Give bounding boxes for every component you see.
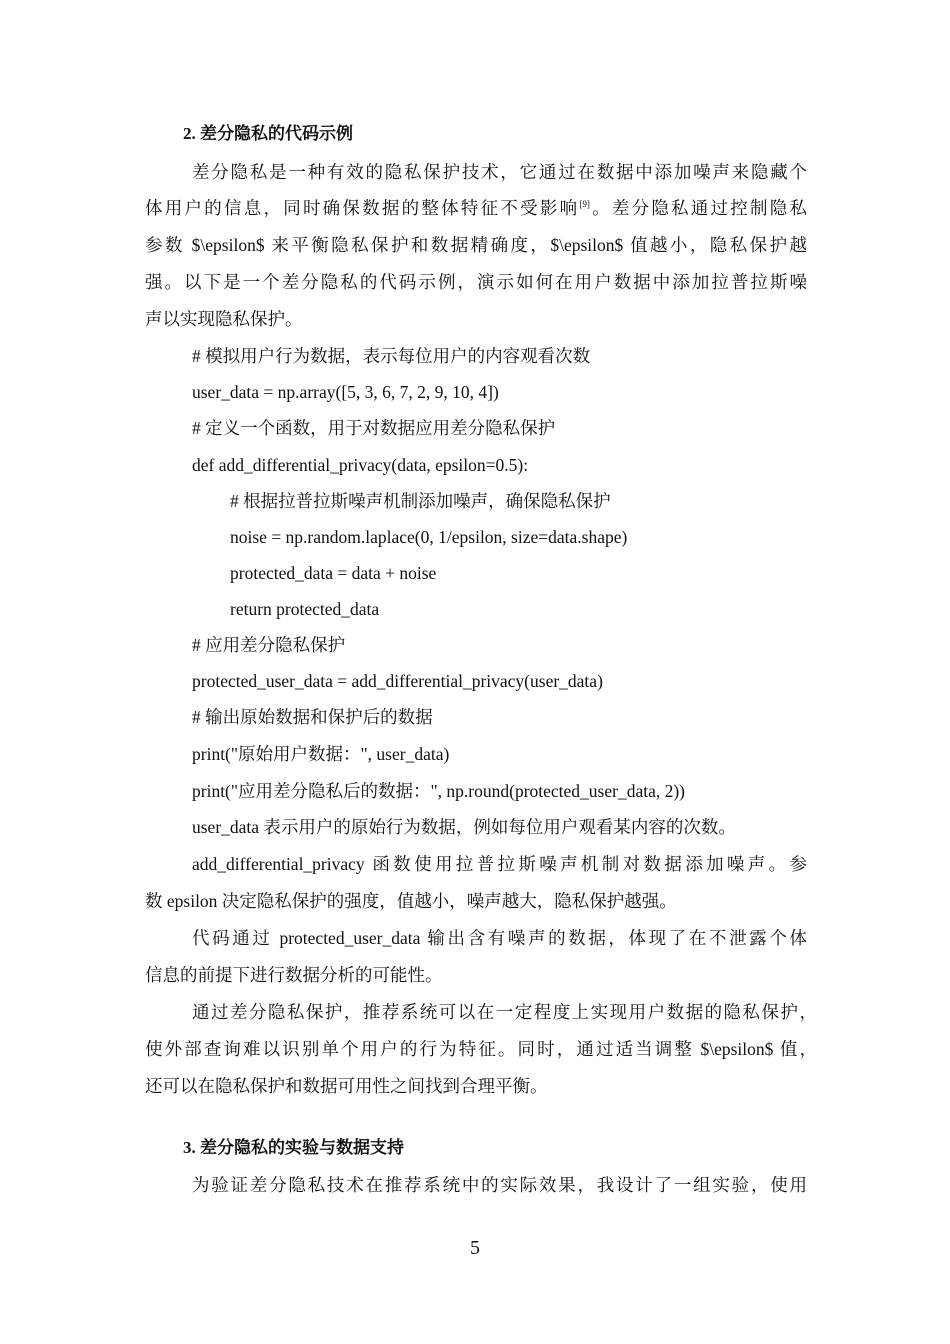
section3-line1: 为验证差分隐私技术在推荐系统中的实际效果，我设计了一组实验，使用 [192,1175,807,1195]
para2-line1: 通过差分隐私保护，推荐系统可以在一定程度上实现用户数据的隐私保护， [192,1002,817,1022]
code-line: protected_user_data = add_differential_privacy(user_data) [192,671,603,691]
para1-line2-text-a: 体用户的信息，同时确保数据的整体特征不受影响 [145,198,580,218]
code-line: # 输出原始数据和保护后的数据 [192,707,433,727]
para1-line3: 参数 $\epsilon$ 来平衡隐私保护和数据精确度，$\epsilon$ 值越小，隐私保护越 [145,235,807,255]
code-line: def add_differential_privacy(data, epsilon=0.5): [192,455,529,475]
explain-line1: user_data 表示用户的原始行为数据，例如每位用户观看某内容的次数。 [192,817,736,837]
code-line: noise = np.random.laplace(0, 1/epsilon, size=data.shape) [230,527,628,547]
explain-line2b: 数 epsilon 决定隐私保护的强度，值越小，噪声越大，隐私保护越强。 [145,891,677,911]
code-line: protected_data = data + noise [230,563,437,583]
para1-line2-text-b: 。差分隐私通过控制隐私 [589,198,808,218]
section-3-heading: 3. 差分隐私的实验与数据支持 [183,1138,404,1157]
citation-ref: [9] [579,199,590,209]
code-line: # 应用差分隐私保护 [192,635,346,655]
para1-line1: 差分隐私是一种有效的隐私保护技术，它通过在数据中添加噪声来隐藏个 [192,162,807,182]
page-number: 5 [470,1237,480,1259]
para1-line5: 声以实现隐私保护。 [145,309,303,329]
para1-line2 [145,200,807,218]
code-line: # 模拟用户行为数据，表示每位用户的内容观看次数 [192,346,591,366]
code-line: print("应用差分隐私后的数据：", np.round(protected_user_data, 2)) [192,781,686,801]
section-2-heading: 2. 差分隐私的代码示例 [183,124,353,143]
para1-line4: 强。以下是一个差分隐私的代码示例，演示如何在用户数据中添加拉普拉斯噪 [145,272,807,292]
explain-line2a: add_differential_privacy 函数使用拉普拉斯噪声机制对数据添加噪声。参 [192,854,807,874]
explain-line3b: 信息的前提下进行数据分析的可能性。 [145,965,443,985]
code-line: # 根据拉普拉斯噪声机制添加噪声，确保隐私保护 [230,491,611,511]
code-line: print("原始用户数据：", user_data) [192,744,450,764]
explain-line3a: 代码通过 protected_user_data 输出含有噪声的数据，体现了在不泄露个体 [192,928,807,948]
code-line: return protected_data [230,599,380,619]
code-line: # 定义一个函数，用于对数据应用差分隐私保护 [192,418,556,438]
para2-line3: 还可以在隐私保护和数据可用性之间找到合理平衡。 [145,1076,548,1096]
code-line: user_data = np.array([5, 3, 6, 7, 2, 9, 10, 4]) [192,382,499,402]
para2-line2: 使外部查询难以识别单个用户的行为特征。同时，通过适当调整 $\epsilon$ 值， [145,1039,817,1059]
